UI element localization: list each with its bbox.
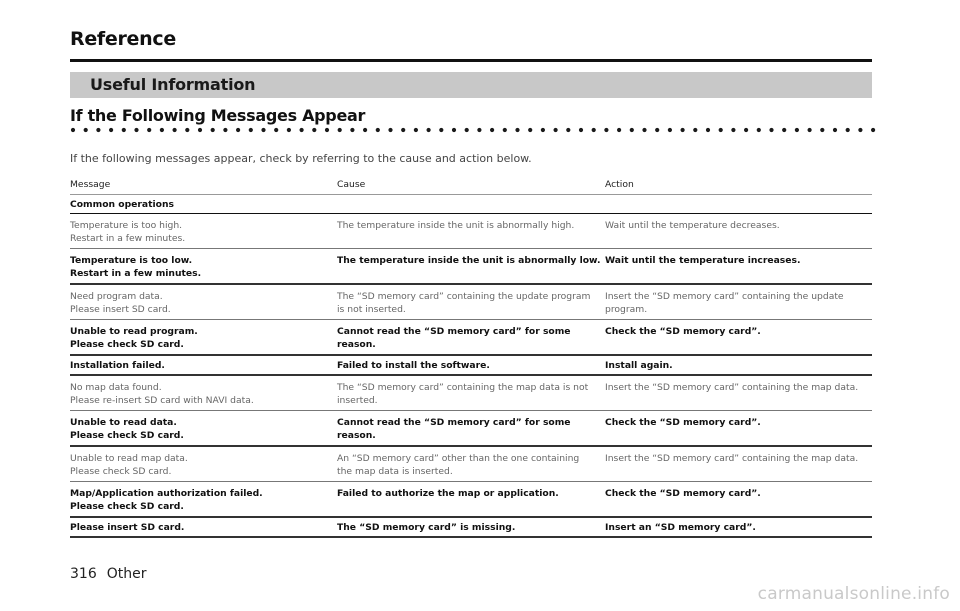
divider-dot xyxy=(858,128,862,132)
divider-dot xyxy=(630,128,634,132)
divider-dot xyxy=(363,128,367,132)
cause-cell xyxy=(337,356,605,374)
divider-dot xyxy=(439,128,443,132)
cause-cell xyxy=(337,320,605,354)
cell-line: Check the “SD memory card”. xyxy=(605,488,761,499)
divider-dot xyxy=(566,128,570,132)
cause-cell xyxy=(337,249,605,283)
divider-dot xyxy=(223,128,227,132)
divider-dot xyxy=(134,128,138,132)
action-cell xyxy=(605,447,872,481)
cell-line: Failed to authorize the map or application. xyxy=(337,488,559,499)
divider-dot xyxy=(211,128,215,132)
divider-dot xyxy=(185,128,189,132)
divider-dot xyxy=(287,128,291,132)
divider-dot xyxy=(731,128,735,132)
divider-dot xyxy=(173,128,177,132)
cell-line: An “SD memory card” other than the one containing xyxy=(337,453,580,464)
divider-dot xyxy=(820,128,824,132)
cell-line: Unable to read map data. xyxy=(70,453,188,464)
header-message: Message xyxy=(70,179,111,190)
divider-dot xyxy=(592,128,596,132)
cell-line: Insert the “SD memory card” containing the map data. xyxy=(605,382,859,393)
divider-dot xyxy=(808,128,812,132)
section-title: Useful Information xyxy=(90,75,256,94)
divider-dot xyxy=(388,128,392,132)
cell-line: Check the “SD memory card”. xyxy=(605,326,761,337)
divider-dot xyxy=(846,128,850,132)
divider-dot xyxy=(261,128,265,132)
divider-dot xyxy=(109,128,113,132)
cell-line: Unable to read program. xyxy=(70,326,198,337)
divider-dot xyxy=(617,128,621,132)
divider-dot xyxy=(541,128,545,132)
cause-cell xyxy=(337,411,605,445)
action-cell xyxy=(605,376,872,410)
section-label: Common operations xyxy=(70,199,174,210)
intro-text: If the following messages appear, check by referring to the cause and action below. xyxy=(70,152,532,165)
action-cell xyxy=(605,285,872,319)
cause-cell xyxy=(337,482,605,516)
divider-dot xyxy=(452,128,456,132)
dotted-divider xyxy=(70,127,876,133)
chapter-name: Other xyxy=(106,566,147,582)
table-row xyxy=(70,285,872,320)
divider-dot xyxy=(833,128,837,132)
cause-cell xyxy=(337,447,605,481)
divider-dot xyxy=(871,128,875,132)
divider-dot xyxy=(604,128,608,132)
cell-line: The “SD memory card” containing the update program xyxy=(337,291,591,302)
cell-line: Please insert SD card. xyxy=(70,522,185,533)
cell-line: The “SD memory card” is missing. xyxy=(337,522,516,533)
divider-dot xyxy=(490,128,494,132)
action-cell xyxy=(605,518,872,536)
table-header-row xyxy=(70,176,872,195)
divider-dot xyxy=(325,128,329,132)
table-row xyxy=(70,356,872,376)
divider-dot xyxy=(401,128,405,132)
cell-line: Map/Application authorization failed. xyxy=(70,488,263,499)
cell-line: Cannot read the “SD memory card” for some reason. xyxy=(337,326,571,350)
divider-dot xyxy=(515,128,519,132)
table-row xyxy=(70,411,872,447)
divider-dot xyxy=(655,128,659,132)
message-cell xyxy=(70,482,337,516)
cell-line: Unable to read data. xyxy=(70,417,177,428)
cause-cell xyxy=(337,376,605,410)
cell-line: Restart in a few minutes. xyxy=(70,233,186,244)
message-cell xyxy=(70,376,337,410)
divider-dot xyxy=(668,128,672,132)
message-cell xyxy=(70,320,337,354)
divider-dot xyxy=(300,128,304,132)
table-row xyxy=(70,320,872,356)
table-row xyxy=(70,447,872,482)
cell-line: Restart in a few minutes. xyxy=(70,268,202,279)
divider-dot xyxy=(477,128,481,132)
table-body xyxy=(70,214,872,538)
table-row xyxy=(70,518,872,538)
divider-dot xyxy=(96,128,100,132)
cell-line: Wait until the temperature decreases. xyxy=(605,220,780,231)
message-cell xyxy=(70,356,337,374)
cell-line: Insert an “SD memory card”. xyxy=(605,522,756,533)
divider-dot xyxy=(642,128,646,132)
cell-line: Need program data. xyxy=(70,291,163,302)
divider-dot xyxy=(376,128,380,132)
cell-line: program. xyxy=(605,304,648,315)
message-cell xyxy=(70,249,337,283)
message-cell xyxy=(70,518,337,536)
cell-line: Insert the “SD memory card” containing the map data. xyxy=(605,453,859,464)
divider-dot xyxy=(84,128,88,132)
action-cell xyxy=(605,356,872,374)
header-action: Action xyxy=(605,179,634,190)
divider-dot xyxy=(160,128,164,132)
divider-dot xyxy=(579,128,583,132)
divider-dot xyxy=(757,128,761,132)
divider-dot xyxy=(465,128,469,132)
cell-line: Please check SD card. xyxy=(70,501,184,512)
table-row xyxy=(70,214,872,249)
cell-line: Temperature is too high. xyxy=(70,220,183,231)
divider-dot xyxy=(71,128,75,132)
divider-dot xyxy=(198,128,202,132)
section-header xyxy=(70,72,872,98)
message-cell xyxy=(70,214,337,248)
subsection-title: If the Following Messages Appear xyxy=(70,106,366,125)
cell-line: No map data found. xyxy=(70,382,162,393)
message-cell xyxy=(70,447,337,481)
action-cell xyxy=(605,214,872,248)
cell-line: inserted. xyxy=(337,395,378,406)
action-cell xyxy=(605,482,872,516)
cell-line: Failed to install the software. xyxy=(337,360,490,371)
messages-table xyxy=(70,176,872,538)
divider-dot xyxy=(414,128,418,132)
divider-dot xyxy=(554,128,558,132)
action-cell xyxy=(605,411,872,445)
divider-dot xyxy=(782,128,786,132)
cell-line: The temperature inside the unit is abnormally high. xyxy=(337,220,575,231)
divider-dot xyxy=(528,128,532,132)
message-cell xyxy=(70,411,337,445)
table-section-row xyxy=(70,195,872,214)
message-cell xyxy=(70,285,337,319)
cell-line: Insert the “SD memory card” containing the update xyxy=(605,291,844,302)
divider-dot xyxy=(312,128,316,132)
header-cause: Cause xyxy=(337,179,366,190)
cause-cell xyxy=(337,214,605,248)
divider-dot xyxy=(122,128,126,132)
divider-dot xyxy=(427,128,431,132)
divider-dot xyxy=(744,128,748,132)
watermark: carmanualsonline.info xyxy=(757,584,950,604)
divider-dot xyxy=(706,128,710,132)
page-footer xyxy=(70,566,147,582)
cell-line: Please check SD card. xyxy=(70,339,184,350)
page-number: 316 xyxy=(70,566,97,582)
table-row xyxy=(70,482,872,518)
cell-line: the map data is inserted. xyxy=(337,466,453,477)
action-cell xyxy=(605,320,872,354)
table-row xyxy=(70,249,872,285)
table-row xyxy=(70,376,872,411)
cause-cell xyxy=(337,285,605,319)
cell-line: Cannot read the “SD memory card” for some reason. xyxy=(337,417,571,441)
cell-line: Please check SD card. xyxy=(70,430,184,441)
cell-line: Check the “SD memory card”. xyxy=(605,417,761,428)
divider-dot xyxy=(719,128,723,132)
divider-dot xyxy=(681,128,685,132)
cell-line: Installation failed. xyxy=(70,360,165,371)
divider-dot xyxy=(769,128,773,132)
cell-line: The temperature inside the unit is abnormally low. xyxy=(337,255,601,266)
cell-line: is not inserted. xyxy=(337,304,406,315)
divider-dot xyxy=(350,128,354,132)
cell-line: Install again. xyxy=(605,360,673,371)
cell-line: The “SD memory card” containing the map data is not xyxy=(337,382,589,393)
action-cell xyxy=(605,249,872,283)
divider-dot xyxy=(795,128,799,132)
divider-dot xyxy=(249,128,253,132)
cell-line: Please check SD card. xyxy=(70,466,172,477)
divider-dot xyxy=(236,128,240,132)
divider-dot xyxy=(274,128,278,132)
title-divider xyxy=(70,59,872,62)
cause-cell xyxy=(337,518,605,536)
cell-line: Wait until the temperature increases. xyxy=(605,255,801,266)
divider-dot xyxy=(503,128,507,132)
cell-line: Temperature is too low. xyxy=(70,255,193,266)
cell-line: Please re-insert SD card with NAVI data. xyxy=(70,395,254,406)
cell-line: Please insert SD card. xyxy=(70,304,171,315)
divider-dot xyxy=(693,128,697,132)
page-title: Reference xyxy=(70,28,176,50)
divider-dot xyxy=(338,128,342,132)
divider-dot xyxy=(147,128,151,132)
